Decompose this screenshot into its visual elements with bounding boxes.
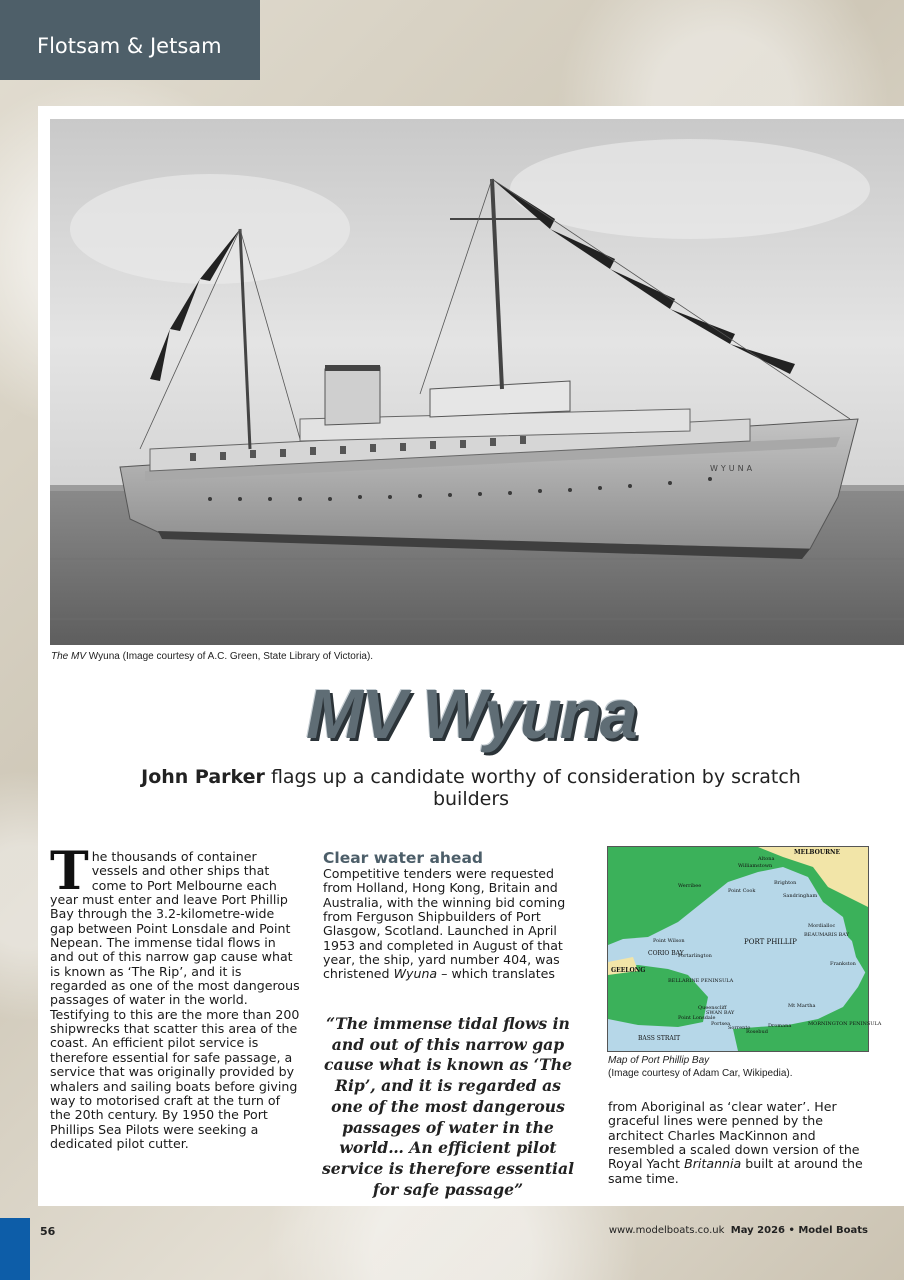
drop-cap: T [50,841,89,902]
map-label-bellarine: BELLARINE PENINSULA [668,978,734,984]
body-column-2 [323,850,585,982]
map-caption-title: Map of Port Phillip Bay [608,1055,710,1066]
author-name: John Parker [141,766,265,788]
map-label-melbourne: MELBOURNE [794,849,841,856]
footer-website[interactable]: www.modelboats.co.uk [608,1225,725,1236]
map-caption-credit: (Image courtesy of Adam Car, Wikipedia). [608,1068,793,1079]
photo-caption-italic: The MV [51,651,87,662]
map-label-point-cook: Point Cook [728,888,756,894]
map-caption [608,1054,868,1080]
map-label-werribee: Werribee [678,883,702,889]
photo-caption-text: Wyuna (Image courtesy of A.C. Green, State Library of Victoria). [86,651,374,662]
ship-photo [50,119,904,645]
map-label-point-wilson: Point Wilson [653,938,685,944]
hull-name-text: WYUNA [710,464,756,473]
map-label-bass-strait: BASS STRAIT [638,1035,681,1042]
port-phillip-map [607,846,882,1052]
map-label-portarlington: Portarlington [678,953,712,959]
map-label-beaumaris-bay: BEAUMARIS BAY [804,932,850,938]
column2-text-end: – which translates [437,966,555,982]
map-label-point-lonsdale: Point Lonsdale [678,1015,716,1021]
map-label-mordialloc: Mordialloc [808,923,836,929]
map-label-sorrento: Sorrento [728,1025,751,1031]
section-tab-label: Flotsam & Jetsam [37,34,222,58]
map-label-brighton: Brighton [774,880,797,886]
column2-italic: Wyuna [393,966,438,982]
subhead: Clear water ahead [323,849,484,867]
column3-italic: Britannia [684,1156,742,1172]
pull-quote: “The immense tidal flows in and out of this narrow gap cause what is known as ‘The Rip’, and it is regarded as one of the most dangerous passages of water in the world… An efficient pilot service is therefore essential for safe passage” [321,1014,575,1199]
standfirst-text: flags up a candidate worthy of consideration by scratch builders [264,766,801,810]
map-label-mt-martha: Mt Martha [788,1003,816,1009]
column3-text: from Aboriginal as ‘clear water’. Her graceful lines were penned by the architect Charles MacKinnon and resembled a scaled down version of the Royal Yacht [608,1099,860,1172]
column2-text: Competitive tenders were requested from Holland, Hong Kong, Britain and Australia, with the winning bid coming from Ferguson Shipbuilders of Port Glasgow, Scotland. Launched in April 1953 and completed in August of that year, the ship, yard number 404, was christened [323,866,566,982]
map-label-mornington: MORNINGTON PENINSULA [808,1021,882,1027]
map-label-williamstown: Williamstown [738,863,773,869]
section-tab [0,0,260,80]
body-column-3 [608,1100,870,1186]
map-label-altona: Altona [758,856,775,862]
map-label-geelong: GEELONG [611,967,646,974]
body-column-1 [50,841,300,1151]
map-label-frankston: Frankston [830,961,856,967]
page-number: 56 [40,1225,56,1238]
map-label-port-phillip: PORT PHILLIP [744,938,797,946]
column1-text: he thousands of container vessels and other ships that come to Port Melbourne each year must enter and leave Port Phillip Bay through the 3.2-kilometre-wide gap between Point Lonsdale and Point Nepean. The immense tidal flows in and out of this narrow gap cause what is known as ‘The Rip’, and it is regarded as one of the most dangerous passages of water in the world. Testifying to this are the more than 200 shipwrecks that scatter this area of the coast. An efficient pilot service is therefore essential for safe passage, a service that was originally provided by whalers and sailing boats before giving way to motorised craft at the turn of the 20th century. By 1950 the Port Phillips Sea Pilots were seeking a dedicated pilot cutter. [50,849,300,1151]
article-panel [38,106,904,1206]
map-label-swan-bay: SWAN BAY [706,1010,735,1016]
photo-caption [51,651,373,662]
map-label-corio-bay: CORIO BAY [648,950,684,957]
standfirst [138,766,804,810]
map-label-queenscliff: Queenscliff [698,1005,727,1011]
map-label-rosebud: Rosebud [746,1029,768,1035]
map-label-dromana: Dromana [768,1023,792,1029]
article-headline: MV Wyuna [306,675,636,753]
footer-issue: May 2026 • Model Boats [730,1225,868,1236]
map-label-sandringham: Sandringham [783,893,818,899]
map-label-portsea: Portsea [711,1021,731,1027]
page-edge-strip [0,1218,30,1280]
column3-text-end: built at around the same time. [608,1156,863,1186]
page-footer [609,1225,868,1236]
